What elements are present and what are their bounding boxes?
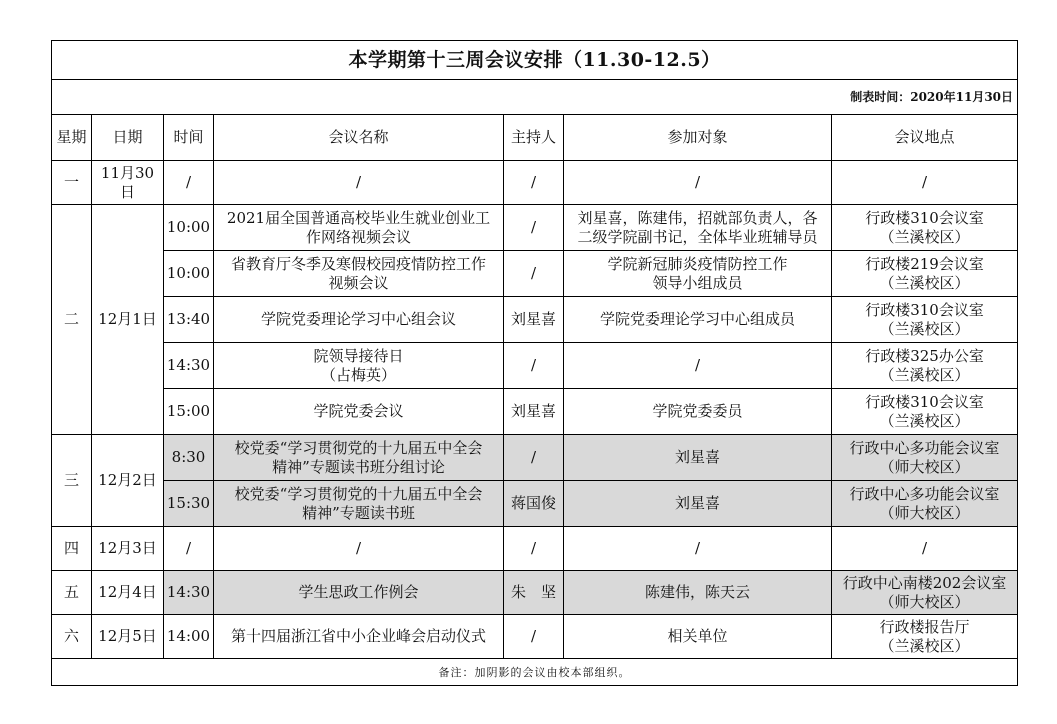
attendees-cell: 学院新冠肺炎疫情防控工作 领导小组成员: [564, 251, 832, 297]
table-row: [52, 527, 1018, 571]
header-location: 会议地点: [832, 115, 1018, 161]
header-date: 日期: [92, 115, 164, 161]
meeting-name-cell: 第十四届浙江省中小企业峰会启动仪式: [214, 615, 504, 659]
host-cell: 刘星喜: [504, 389, 564, 435]
time-cell: /: [164, 527, 214, 571]
header-host: 主持人: [504, 115, 564, 161]
host-cell: 蒋国俊: [504, 481, 564, 527]
date-cell: 12月2日: [92, 435, 164, 527]
location-cell: 行政楼325办公室 （兰溪校区）: [832, 343, 1018, 389]
attendees-cell: 学院党委委员: [564, 389, 832, 435]
time-cell: 14:30: [164, 343, 214, 389]
attendees-cell: 陈建伟，陈天云: [564, 571, 832, 615]
date-cell: 12月4日: [92, 571, 164, 615]
table-row: [52, 161, 1018, 205]
meeting-name-cell: /: [214, 527, 504, 571]
meeting-name-cell: 学院党委理论学习中心组会议: [214, 297, 504, 343]
attendees-cell: /: [564, 343, 832, 389]
location-cell: /: [832, 161, 1018, 205]
location-cell: 行政中心南楼202会议室 （师大校区）: [832, 571, 1018, 615]
date-cell: 12月3日: [92, 527, 164, 571]
attendees-cell: /: [564, 527, 832, 571]
weekday-cell: 一: [52, 161, 92, 205]
attendees-cell: 相关单位: [564, 615, 832, 659]
weekday-cell: 六: [52, 615, 92, 659]
weekday-cell: 四: [52, 527, 92, 571]
date-cell: 12月5日: [92, 615, 164, 659]
time-cell: 13:40: [164, 297, 214, 343]
attendees-cell: 学院党委理论学习中心组成员: [564, 297, 832, 343]
location-cell: 行政楼310会议室 （兰溪校区）: [832, 389, 1018, 435]
meeting-name-cell: 2021届全国普通高校毕业生就业创业工 作网络视频会议: [214, 205, 504, 251]
attendees-cell: 刘星喜，陈建伟，招就部负责人，各 二级学院副书记，全体毕业班辅导员: [564, 205, 832, 251]
table-row: [52, 571, 1018, 615]
time-cell: 8:30: [164, 435, 214, 481]
header-meeting-name: 会议名称: [214, 115, 504, 161]
header-weekday: 星期: [52, 115, 92, 161]
attendees-cell: 刘星喜: [564, 481, 832, 527]
date-cell: 11月30日: [92, 161, 164, 205]
host-cell: 朱 坚: [504, 571, 564, 615]
location-cell: 行政中心多功能会议室 （师大校区）: [832, 435, 1018, 481]
host-cell: /: [504, 435, 564, 481]
location-cell: 行政楼310会议室 （兰溪校区）: [832, 205, 1018, 251]
host-cell: /: [504, 527, 564, 571]
host-cell: 刘星喜: [504, 297, 564, 343]
meeting-schedule-table: [51, 40, 1018, 686]
table-row: [52, 205, 1018, 251]
table-row: [52, 481, 1018, 527]
location-cell: 行政楼219会议室 （兰溪校区）: [832, 251, 1018, 297]
header-time: 时间: [164, 115, 214, 161]
host-cell: /: [504, 343, 564, 389]
meeting-name-cell: 省教育厅冬季及寒假校园疫情防控工作 视频会议: [214, 251, 504, 297]
time-cell: 10:00: [164, 251, 214, 297]
meeting-name-cell: /: [214, 161, 504, 205]
location-cell: /: [832, 527, 1018, 571]
meeting-name-cell: 校党委“学习贯彻党的十九届五中全会 精神”专题读书班分组讨论: [214, 435, 504, 481]
time-cell: 14:30: [164, 571, 214, 615]
weekday-cell: 二: [52, 205, 92, 435]
host-cell: /: [504, 205, 564, 251]
meeting-name-cell: 院领导接待日 （占梅英）: [214, 343, 504, 389]
attendees-cell: 刘星喜: [564, 435, 832, 481]
footnote: 备注：加阴影的会议由校本部组织。: [52, 659, 1018, 686]
host-cell: /: [504, 161, 564, 205]
table-row: [52, 251, 1018, 297]
date-cell: 12月1日: [92, 205, 164, 435]
host-cell: /: [504, 251, 564, 297]
time-cell: 15:30: [164, 481, 214, 527]
weekday-cell: 五: [52, 571, 92, 615]
location-cell: 行政中心多功能会议室 （师大校区）: [832, 481, 1018, 527]
weekday-cell: 三: [52, 435, 92, 527]
location-cell: 行政楼310会议室 （兰溪校区）: [832, 297, 1018, 343]
table-row: [52, 389, 1018, 435]
time-cell: 10:00: [164, 205, 214, 251]
header-row: [52, 115, 1018, 161]
time-cell: /: [164, 161, 214, 205]
meeting-name-cell: 校党委“学习贯彻党的十九届五中全会 精神”专题读书班: [214, 481, 504, 527]
host-cell: /: [504, 615, 564, 659]
header-attendees: 参加对象: [564, 115, 832, 161]
table-row: [52, 343, 1018, 389]
time-cell: 14:00: [164, 615, 214, 659]
location-cell: 行政楼报告厅 （兰溪校区）: [832, 615, 1018, 659]
table-title: 本学期第十三周会议安排（11.30-12.5）: [52, 41, 1018, 80]
table-row: [52, 297, 1018, 343]
table-row: [52, 615, 1018, 659]
table-row: [52, 435, 1018, 481]
time-cell: 15:00: [164, 389, 214, 435]
meeting-name-cell: 学生思政工作例会: [214, 571, 504, 615]
made-time: 制表时间：2020年11月30日: [52, 80, 1018, 115]
attendees-cell: /: [564, 161, 832, 205]
meeting-name-cell: 学院党委会议: [214, 389, 504, 435]
